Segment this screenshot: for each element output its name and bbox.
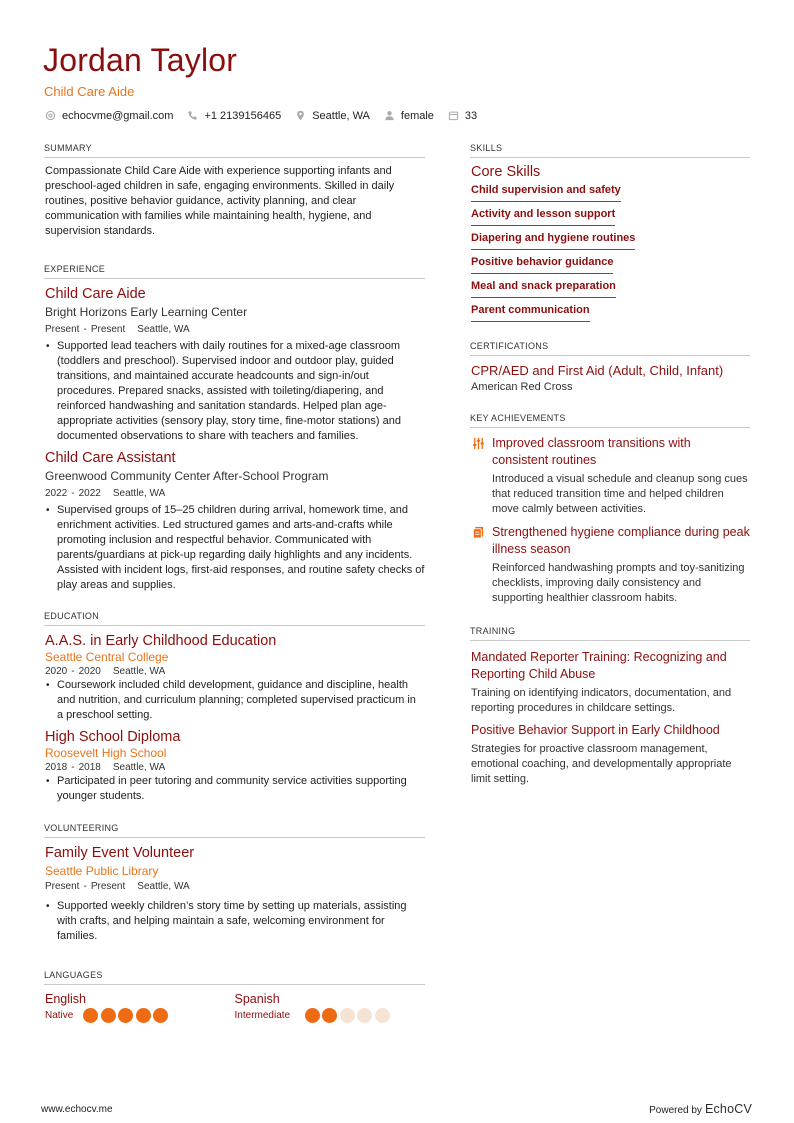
rating-dot-filled [136,1008,151,1023]
language-list [44,992,425,1023]
summary-section [44,143,425,239]
right-column [470,143,750,787]
company-name: Greenwood Community Center After-School Program [45,469,329,483]
section-title: SKILLS [470,143,750,158]
contact-email[interactable]: echocvme@gmail.com [44,109,173,122]
sliders-icon [472,435,492,517]
rating-dot-empty [357,1008,372,1023]
skill-item: Parent communication [471,304,590,322]
achievement-desc: Introduced a visual schedule and cleanup song cues that reduced transition time and helped children move calmly between activities. [492,473,748,515]
section-title: EDUCATION [44,611,425,626]
candidate-role: Child Care Aide [44,84,135,99]
at-icon [44,109,57,122]
experience-item [44,286,425,444]
education-dates: 2018 - 2018 Seattle, WA [45,762,166,773]
job-location: Seattle, WA [137,324,190,335]
experience-item [44,450,425,593]
job-dates: Present - Present Seattle, WA [45,324,190,335]
job-title: Child Care Assistant [45,450,176,466]
section-title: CERTIFICATIONS [470,341,750,356]
bullet-list [45,503,425,593]
skill-list [470,184,750,328]
school-name: Roosevelt High School [45,746,167,760]
education-dates: 2020 - 2020 Seattle, WA [45,666,166,677]
bullet-list [45,678,425,723]
volunteer-location: Seattle, WA [137,881,190,892]
training-item [470,722,750,787]
candidate-name: Jordan Taylor [43,42,238,78]
rating-dot-filled [83,1008,98,1023]
certification-org: American Red Cross [471,381,573,393]
training-title: Positive Behavior Support in Early Childhood [471,723,720,737]
person-icon [383,109,396,122]
rating-dot-filled [101,1008,116,1023]
document-icon [472,524,492,606]
job-location: Seattle, WA [112,488,166,499]
training-title: Mandated Reporter Training: Recognizing and Reporting Child Abuse [471,650,727,681]
left-column [44,143,425,1023]
training-desc: Strategies for proactive classroom management, emotional coaching, and developmentally appropriate limit setting. [471,743,732,785]
education-location: Seattle, WA [112,762,166,773]
achievement-title: Improved classroom transitions with consistent routines [492,436,691,467]
achievements-section [470,413,750,606]
job-title: Child Care Aide [45,286,146,302]
footer-url[interactable]: www.echocv.me [41,1104,113,1115]
job-dates: 2022 - 2022 Seattle, WA [45,488,166,499]
location-pin-icon [294,109,307,122]
volunteer-dates: Present - Present Seattle, WA [45,881,190,892]
brand-logo: EchoCV [704,1102,752,1116]
achievement-item [470,524,750,606]
skill-item: Positive behavior guidance [471,256,613,274]
volunteering-section [44,823,425,944]
company-name: Bright Horizons Early Learning Center [45,305,248,319]
skill-item: Diapering and hygiene routines [471,232,635,250]
calendar-icon [447,109,460,122]
contact-gender: female [383,109,434,122]
training-desc: Training on identifying indicators, documentation, and reporting procedures in childcare settings. [471,687,732,714]
footer-powered-by[interactable] [649,1102,752,1116]
phone-icon [186,109,199,122]
skill-item: Activity and lesson support [471,208,615,226]
certifications-section [470,341,750,393]
section-title: EXPERIENCE [44,264,425,279]
degree-title: A.A.S. in Early Childhood Education [45,633,277,649]
education-item [44,729,425,804]
rating-dot-filled [305,1008,320,1023]
section-title: SUMMARY [44,143,425,158]
section-title: TRAINING [470,626,750,641]
bullet-list [45,774,425,804]
training-item [470,649,750,716]
list-item: • Supported weekly children’s story time by setting up materials, assisting with crafts, and helping maintain a safe, welcoming environment for families. [45,899,425,944]
certification-name: CPR/AED and First Aid (Adult, Child, Infant) [471,363,724,378]
language-rating [305,1008,393,1023]
list-item: • Supported lead teachers with daily routines for a mixed-age classroom (toddlers and preschool). Supervised indoor and outdoor play, guided transitions, and maintained accurate headcounts and sign-in/out procedures. Prepared snacks, assisted with toileting/diapering, and reinforced handwashing and sanitation standards. Helped plan age-appropriate activities (sensory play, story time, fine-motor stations) and documented observations to share with teachers and families. [45,339,425,444]
contact-location: Seattle, WA [294,109,370,122]
skill-group-title: Core Skills [471,164,541,180]
rating-dot-empty [375,1008,390,1023]
list-item: • Supervised groups of 15–25 children during arrival, homework time, and enrichment activities. Led structured games and arts-and-crafts while promoting inclusion and respectful behavior. Communicated with parents/guardians at pick-up regarding daily highlights and any incidents. Assisted with incident logs, first-aid responses, and routine safety checks of play areas and supplies. [45,503,425,593]
degree-title: High School Diploma [45,729,181,745]
skill-item: Meal and snack preparation [471,280,616,298]
achievement-desc: Reinforced handwashing prompts and toy-sanitizing checklists, improving daily consistency and supporting healthier classroom habits. [492,562,745,604]
achievement-title: Strengthened hygiene compliance during peak illness season [492,525,750,556]
volunteer-org: Seattle Public Library [45,864,159,878]
language-name: Spanish [234,992,280,1006]
language-rating [83,1008,171,1023]
volunteering-item [44,845,425,944]
section-title: VOLUNTEERING [44,823,425,838]
list-item: • Coursework included child development, guidance and discipline, health and nutrition, and curriculum planning; completed supervised practicum in a preschool setting. [45,678,425,723]
training-section [470,626,750,787]
language-level: Intermediate [234,1010,291,1021]
summary-text: Compassionate Child Care Aide with experience supporting infants and preschool-aged children in safe, engaging environments. Skilled in daily routines, positive behavior guidance, activity planning, and clear communication with families while maintaining health, hygiene, and supervision standards. [45,165,395,237]
bullet-list [45,339,425,444]
rating-dot-empty [340,1008,355,1023]
achievement-item [470,435,750,517]
contact-bar [44,109,490,122]
list-item: • Participated in peer tutoring and community service activities supporting younger students. [45,774,425,804]
rating-dot-filled [322,1008,337,1023]
language-item [44,992,235,1023]
education-item [44,633,425,723]
certification-item [470,363,750,393]
skill-item: Child supervision and safety [471,184,621,202]
contact-phone[interactable]: +1 2139156465 [186,109,281,122]
powered-label: Powered by [649,1105,702,1116]
languages-section [44,970,425,1023]
contact-age: 33 [447,109,477,122]
section-title: LANGUAGES [44,970,425,985]
rating-dot-filled [153,1008,168,1023]
skills-section [470,143,750,328]
language-name: English [45,992,86,1006]
rating-dot-filled [118,1008,133,1023]
education-section [44,611,425,804]
volunteer-title: Family Event Volunteer [45,845,195,861]
school-name: Seattle Central College [45,650,169,664]
bullet-list [45,899,425,944]
language-item [235,992,425,1023]
language-level: Native [45,1010,74,1021]
section-title: KEY ACHIEVEMENTS [470,413,750,428]
experience-section [44,264,425,593]
education-location: Seattle, WA [112,666,166,677]
